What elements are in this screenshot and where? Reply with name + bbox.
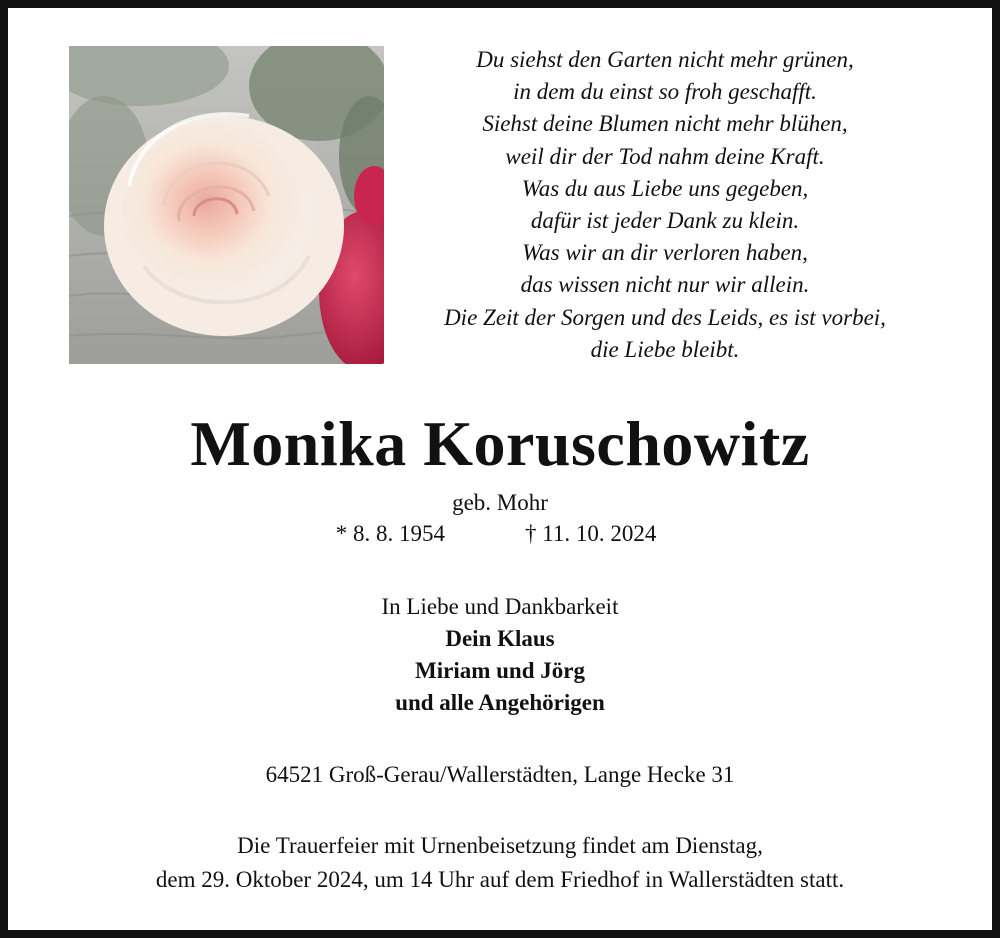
rose-photo [69,46,384,364]
poem-line: die Liebe bleibt. [590,336,740,362]
poem-line: Was du aus Liebe uns gegeben, [521,175,809,201]
poem-line: dafür ist jeder Dank zu klein. [530,208,800,234]
mourner-name: und alle Angehörigen [395,690,605,715]
funeral-service-notice [0,829,1000,897]
family-address: 64521 Groß-Gerau/Wallerstädten, Lange Hecke 31 [265,762,735,787]
poem-line: Was wir an dir verloren haben, [522,240,808,266]
poem-line: weil dir der Tod nahm deine Kraft. [505,143,825,169]
death-date: † 11. 10. 2024 [525,521,657,546]
poem-line: Du siehst den Garten nicht mehr grünen, [476,47,854,72]
poem-line: Die Zeit der Sorgen und des Leids, es ist vorbei, [444,304,886,330]
poem [420,44,910,366]
poem-line: Siehst deine Blumen nicht mehr blühen, [482,111,848,137]
mourner-name: Miriam und Jörg [415,658,585,683]
mourners-intro: In Liebe und Dankbarkeit [381,594,619,619]
birth-name: geb. Mohr [452,490,548,515]
life-dates [0,519,1000,549]
mourner-name: Dein Klaus [445,626,555,651]
mourners-block [0,591,1000,719]
notice-line: dem 29. Oktober 2024, um 14 Uhr auf dem Friedhof in Wallerstädten statt. [155,867,845,892]
poem-line: das wissen nicht nur wir allein. [520,272,810,298]
notice-line: Die Trauerfeier mit Urnenbeisetzung findet am Dienstag, [237,833,763,858]
poem-line: in dem du einst so froh geschafft. [513,79,817,105]
deceased-name: Monika Koruschowitz [190,408,810,479]
birth-date: * 8. 8. 1954 [335,521,445,546]
